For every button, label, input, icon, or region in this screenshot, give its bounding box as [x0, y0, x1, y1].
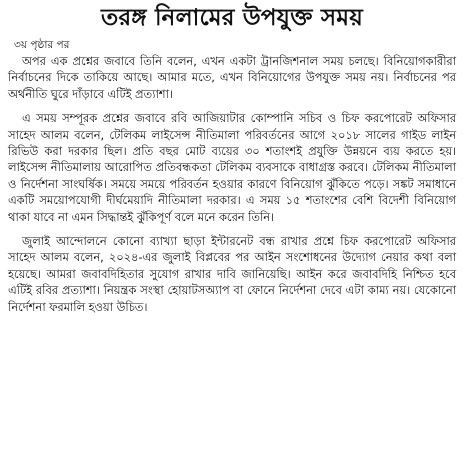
- continued-from-label: ৩য় পৃষ্ঠার পর: [14, 39, 70, 51]
- paragraph-2: এ সময় সম্পূরক প্রশ্নের জবাবে রবি আজিয়াটার কোম্পানি সচিব ও চিফ করপোরেট অফিসার সাহেদ আলম বলেন, টেলিকম লাইসেন্স নীতিমালা পরিবর্তনের আগে ২০১৮ সালের গাইড লাইন রিভিউ করা দরকার ছিল। প্রতি বছর মোট ব্যয়ের ৩০ শতাংশই প্রযুক্তি উন্নয়নে ব্যয় করতে হয়। লাইসেন্স নীতিমালায় আরোপিত প্রতিবন্ধকতা টেলিকম ব্যবসাকে বাধাগ্রস্ত করবে। টেলিকম নীতিমালা ও নির্দেশনা সাংঘর্ষিক। সময়ে সময়ে পরিবর্তন হওয়ার কারণে বিনিয়োগ ঝুঁকিতে পড়ে। সঙ্কট সমাধানে একটি সময়োপযোগী দীর্ঘমেয়াদি নীতিমালা দরকার। এ সময় ১৫ শতাংশের বেশি বিদেশী বিনিয়োগ থাকা যাবে না এমন সিদ্ধান্তই ঝুঁকিপূর্ণ বলে মনে করেন তিনি।: [8, 111, 456, 224]
- paragraph-3: জুলাই আন্দোলনে কোনো ব্যাখ্যা ছাড়া ইন্টারনেট বন্ধ রাখার প্রশ্নে চিফ করপোরেট অফিসার সাহেদ আলম বলেন, ২০২৪-এর জুলাই বিপ্লবের পর আইন সংশোধনের উদ্যোগ নেয়ার কথা বলা হয়েছে। আমরা জবাবদিহিতার সুযোগ রাখার দাবি জানিয়েছি। আইন করে জবাবদিহি নিশ্চিত হবে এটিই রবির প্রত্যাশা। নিয়ন্ত্রক সংস্থা হোয়াটসঅ্যাপ বা ফোনে নির্দেশনা দেবে এটা কাম্য নয়। যেকোনো নির্দেশনা ফরমালি হওয়া উচিত।: [8, 234, 456, 314]
- paragraph-1: অপর এক প্রশ্নের জবাবে তিনি বলেন, এখন একটা ট্রানজিশনাল সময় চলছে। বিনিয়োগকারীরা নির্বাচনের দিকে তাকিয়ে আছে। আমার মতে, এখন বিনিয়োগের উপযুক্ত সময় নয়। নির্বাচনের পর অর্থনীতি ঘুরে দাঁড়াবে এটিই প্রত্যাশা।: [8, 54, 456, 101]
- headline: তরঙ্গ নিলামের উপযুক্ত সময়: [101, 5, 363, 31]
